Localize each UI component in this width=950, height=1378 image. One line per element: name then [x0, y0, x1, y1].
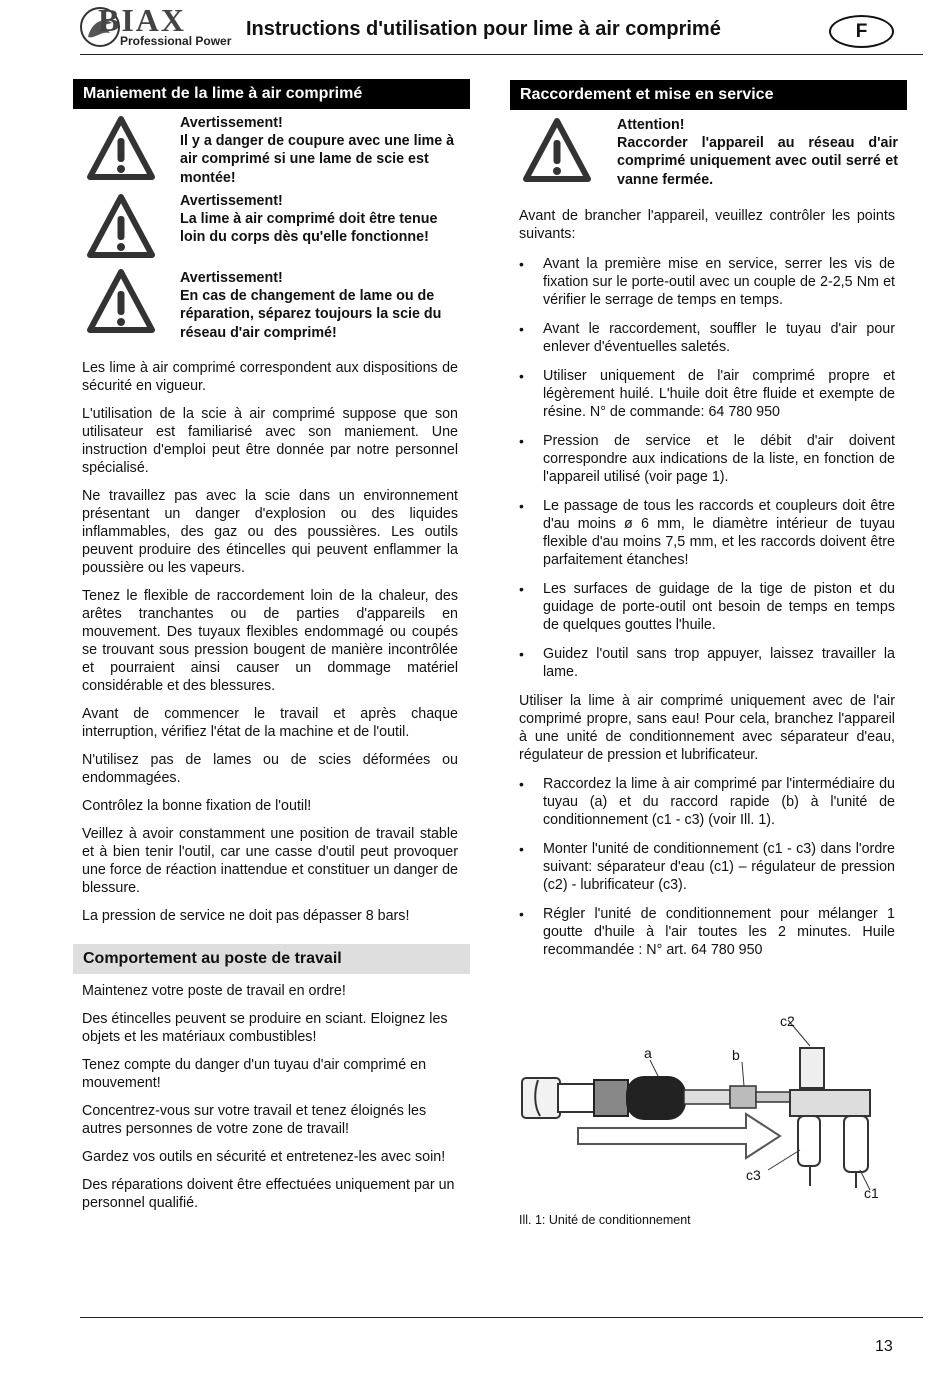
- warning-heading: Avertissement!: [180, 115, 283, 131]
- warning-block-3: [180, 269, 465, 342]
- warning-triangle-icon: [86, 192, 156, 262]
- paragraph: Concentrez-vous sur votre travail et tenez éloignés les autres personnes de votre zone de travail!: [82, 1103, 427, 1137]
- warning-text: La lime à air comprimé doit être tenue loin du corps dès qu'elle fonctionne!: [180, 211, 438, 246]
- safety-paragraphs: [82, 359, 458, 935]
- list-item: • Guidez l'outil sans trop appuyer, laissez travailler la lame.: [519, 645, 895, 681]
- document-title: Instructions d'utilisation pour lime à air comprimé: [246, 18, 721, 40]
- warning-heading: Avertissement!: [180, 270, 283, 286]
- warning-text: En cas de changement de lame ou de réparation, séparez toujours la scie du réseau d'air comprimé!: [180, 288, 442, 341]
- figure-caption: Ill. 1: Unité de conditionnement: [519, 1213, 691, 1227]
- setup-list: [519, 775, 895, 959]
- paragraph: La pression de service ne doit pas dépasser 8 bars!: [82, 908, 410, 924]
- list-item: • Avant la première mise en service, serrer les vis de fixation sur le porte-outil avec un couple de 2-2,5 Nm et vérifier le serrage de temps en temps.: [519, 255, 895, 309]
- connection-content: [519, 207, 895, 970]
- paragraph: Maintenez votre poste de travail en ordre!: [82, 983, 346, 999]
- paragraph: Veillez à avoir constamment une position de travail stable et à bien tenir l'outil, car une casse d'outil peut provoquer une force de réaction inattendue et constituer un danger de blessure.: [82, 826, 458, 896]
- paragraph: Avant de commencer le travail et après chaque interruption, vérifiez l'état de la machine et de l'outil.: [82, 706, 458, 740]
- list-item: • Le passage de tous les raccords et coupleurs doit être d'au moins ø 6 mm, le diamètre intérieur de tuyau flexible d'au moins 7,5 mm, et les raccords doivent être parfaitement étanches!: [519, 497, 895, 569]
- paragraph: N'utilisez pas de lames ou de scies déformées ou endommagées.: [82, 752, 458, 786]
- label-b: b: [732, 1047, 740, 1063]
- paragraph: Des réparations doivent être effectuées uniquement par un personnel qualifié.: [82, 1177, 455, 1211]
- list-item: • Les surfaces de guidage de la tige de piston et du guidage de porte-outil ont besoin de temps en temps de quelques gouttes l'huile.: [519, 580, 895, 634]
- footer-rule: [80, 1317, 923, 1318]
- warning-text: Il y a danger de coupure avec une lime à air comprimé si une lame de scie est montée!: [180, 133, 455, 186]
- paragraph: Les lime à air comprimé correspondent aux dispositions de sécurité en vigueur.: [82, 360, 458, 394]
- section-title-connection: Raccordement et mise en service: [510, 80, 907, 110]
- paragraph: Tenez compte du danger d'un tuyau d'air comprimé en mouvement!: [82, 1057, 427, 1091]
- brand-name: BIAX: [98, 2, 187, 38]
- header-rule: [80, 54, 923, 55]
- paragraph: Tenez le flexible de raccordement loin de la chaleur, des arêtes tranchantes ou de parties d'appareils en mouvement. Des tuyaux flexibles endommagé ou coupés se trouvant sous pression bougent de manière incontrôlée et pourraient ainsi causer un dommage matériel considérable et des blessures.: [82, 588, 458, 694]
- brand-tagline: Professional Power: [120, 34, 232, 48]
- list-item: • Avant le raccordement, souffler le tuyau d'air pour enlever d'éventuelles saletés.: [519, 320, 895, 356]
- list-item: • Régler l'unité de conditionnement pour mélanger 1 goutte d'huile à l'air toutes les 2 minutes. Huile recommandée : N° art. 64 780 950: [519, 905, 895, 959]
- attention-heading: Attention!: [617, 117, 685, 133]
- warning-heading: Avertissement!: [180, 193, 283, 209]
- filter-unit-paragraph: Utiliser la lime à air comprimé uniquement avec de l'air comprimé propre, sans eau! Pour cela, branchez l'appareil à une unité de conditionnement avec séparateur d'eau, régulateur de pression et lubrificateur.: [519, 693, 895, 763]
- list-item: • Monter l'unité de conditionnement (c1 - c3) dans l'ordre suivant: séparateur d'eau (c1) – régulateur de pression (c2) - lubrificateur (c3).: [519, 840, 895, 894]
- paragraph: Contrôlez la bonne fixation de l'outil!: [82, 798, 312, 814]
- paragraph: Gardez vos outils en sécurité et entretenez-les avec soin!: [82, 1149, 446, 1165]
- label-c2: c2: [780, 1013, 795, 1029]
- paragraph: Ne travaillez pas avec la scie dans un environnement présentant un danger d'explosion ou des liquides inflammables, des gaz ou des poussières. Les outils peuvent produire des étincelles qui peuvent enflammer la poussière ou les vapeurs.: [82, 488, 458, 576]
- label-c1: c1: [864, 1185, 879, 1201]
- conditioning-unit-illustration: [518, 1010, 898, 1208]
- section-title-handling: Maniement de la lime à air comprimé: [73, 79, 470, 109]
- section-title-workplace: Comportement au poste de travail: [73, 944, 470, 974]
- attention-block: [617, 116, 898, 189]
- warning-triangle-icon: [86, 114, 156, 184]
- paragraph: Des étincelles peuvent se produire en sciant. Eloignez les objets et les matériaux combustibles!: [82, 1011, 448, 1045]
- warning-block-2: [180, 192, 465, 247]
- warning-triangle-icon: [522, 116, 592, 186]
- workplace-paragraphs: [82, 982, 458, 1222]
- language-badge: F: [829, 15, 894, 48]
- page-number: 13: [875, 1338, 893, 1355]
- warning-block-1: [180, 114, 465, 187]
- intro-paragraph: Avant de brancher l'appareil, veuillez contrôler les points suivants:: [519, 208, 895, 242]
- checklist: [519, 255, 895, 681]
- label-a: a: [644, 1045, 652, 1061]
- list-item: • Utiliser uniquement de l'air comprimé propre et légèrement huilé. L'huile doit être fluide et exempte de résine. N° de commande: 64 780 950: [519, 367, 895, 421]
- label-c3: c3: [746, 1167, 761, 1183]
- list-item: • Raccordez la lime à air comprimé par l'intermédiaire du tuyau (a) et du raccord rapide (b) à l'unité de conditionnement (c1 - c3) (voir Ill. 1).: [519, 775, 895, 829]
- list-item: • Pression de service et le débit d'air doivent correspondre aux indications de la liste, en fonction de l'appareil utilisé (voir page 1).: [519, 432, 895, 486]
- paragraph: L'utilisation de la scie à air comprimé suppose que son utilisateur est familiarisé avec son maniement. Une instruction d'emploi peut être donnée par notre personnel spécialisé.: [82, 406, 458, 476]
- warning-triangle-icon: [86, 267, 156, 337]
- attention-text: Raccorder l'appareil au réseau d'air comprimé uniquement avec outil serré et vanne fermée.: [617, 135, 898, 188]
